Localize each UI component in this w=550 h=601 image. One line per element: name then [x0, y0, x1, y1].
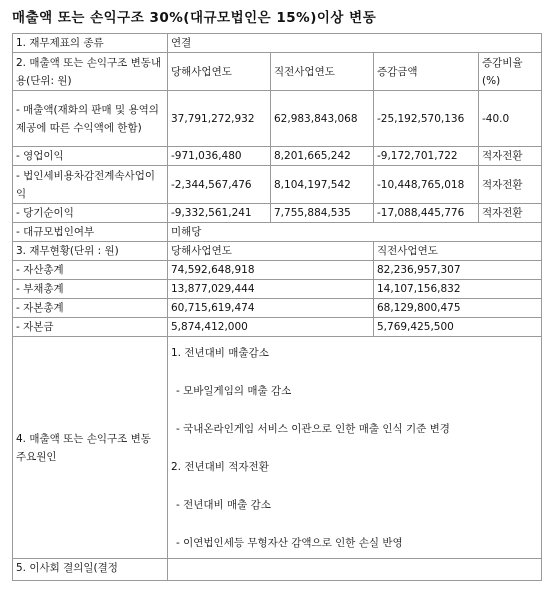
operating-income-rate: 적자전환 [479, 147, 542, 166]
statement-type-value: 연결 [168, 34, 542, 53]
net-income-prior: 7,755,884,535 [271, 204, 374, 223]
total-liabilities-label: - 부채총계 [13, 280, 168, 299]
capital-stock-current: 5,874,412,000 [168, 318, 374, 337]
net-income-row [13, 204, 542, 223]
operating-income-label: - 영업이익 [13, 147, 168, 166]
fin-status-label: 3. 재무현황(단위 : 원) [13, 242, 168, 261]
pretax-income-change: -10,448,765,018 [374, 166, 479, 204]
cause-line-5: - 전년대비 매출 감소 [176, 499, 271, 511]
board-resolution-value [168, 559, 542, 581]
total-equity-row [13, 299, 542, 318]
operating-income-prior: 8,201,665,242 [271, 147, 374, 166]
total-assets-row [13, 261, 542, 280]
board-resolution-row [13, 559, 542, 581]
revenue-change: -25,192,570,136 [374, 91, 479, 147]
fin-col-prior-header: 직전사업연도 [374, 242, 542, 261]
page-title: 매출액 또는 손익구조 30%(대규모법인은 15%)이상 변동 [12, 10, 377, 26]
total-liabilities-prior: 14,107,156,832 [374, 280, 542, 299]
capital-stock-row [13, 318, 542, 337]
total-equity-prior: 68,129,800,475 [374, 299, 542, 318]
net-income-label: - 당기순이익 [13, 204, 168, 223]
pretax-income-prior: 8,104,197,542 [271, 166, 374, 204]
net-income-rate: 적자전환 [479, 204, 542, 223]
cause-row [13, 337, 542, 559]
statement-type-row [13, 34, 542, 53]
cause-line-2: - 모바일게임의 매출 감소 [176, 385, 292, 397]
disclosure-table [12, 33, 542, 581]
large-corp-row [13, 223, 542, 242]
col-change-amount-header: 증감금액 [374, 53, 479, 91]
col-change-rate-header: 증감비율(%) [479, 53, 542, 91]
total-assets-label: - 자산총계 [13, 261, 168, 280]
operating-income-current: -971,036,480 [168, 147, 271, 166]
cause-line-4: 2. 전년대비 적자전환 [171, 461, 269, 473]
statement-type-label: 1. 재무제표의 종류 [13, 34, 168, 53]
pretax-income-current: -2,344,567,476 [168, 166, 271, 204]
col-prior-header: 직전사업연도 [271, 53, 374, 91]
pretax-income-rate: 적자전환 [479, 166, 542, 204]
total-equity-label: - 자본총계 [13, 299, 168, 318]
capital-stock-prior: 5,769,425,500 [374, 318, 542, 337]
board-resolution-label: 5. 이사회 결의일(결정 [13, 559, 168, 581]
pretax-income-label: - 법인세비용차감전계속사업이익 [13, 166, 168, 204]
capital-stock-label: - 자본금 [13, 318, 168, 337]
cause-content [168, 337, 542, 559]
total-equity-current: 60,715,619,474 [168, 299, 374, 318]
cause-label: 4. 매출액 또는 손익구조 변동 주요원인 [13, 337, 168, 559]
revenue-row [13, 91, 542, 147]
change-header-label: 2. 매출액 또는 손익구조 변동내용(단위: 원) [13, 53, 168, 91]
cause-line-3: - 국내온라인게임 서비스 이관으로 인한 매출 인식 기준 변경 [176, 423, 450, 435]
large-corp-value: 미해당 [168, 223, 542, 242]
fin-col-current-header: 당해사업연도 [168, 242, 374, 261]
total-liabilities-row [13, 280, 542, 299]
change-header-row [13, 53, 542, 91]
revenue-rate: -40.0 [479, 91, 542, 147]
total-assets-current: 74,592,648,918 [168, 261, 374, 280]
fin-status-header-row [13, 242, 542, 261]
large-corp-label: - 대규모법인여부 [13, 223, 168, 242]
operating-income-change: -9,172,701,722 [374, 147, 479, 166]
total-liabilities-current: 13,877,029,444 [168, 280, 374, 299]
cause-line-1: 1. 전년대비 매출감소 [171, 347, 269, 359]
operating-income-row [13, 147, 542, 166]
revenue-label: - 매출액(재화의 판매 및 용역의 제공에 따른 수익액에 한함) [13, 91, 168, 147]
col-current-header: 당해사업연도 [168, 53, 271, 91]
net-income-current: -9,332,561,241 [168, 204, 271, 223]
revenue-prior: 62,983,843,068 [271, 91, 374, 147]
revenue-current: 37,791,272,932 [168, 91, 271, 147]
cause-line-6: - 이연법인세등 무형자산 감액으로 인한 손실 반영 [176, 537, 403, 549]
total-assets-prior: 82,236,957,307 [374, 261, 542, 280]
net-income-change: -17,088,445,776 [374, 204, 479, 223]
pretax-income-row [13, 166, 542, 204]
